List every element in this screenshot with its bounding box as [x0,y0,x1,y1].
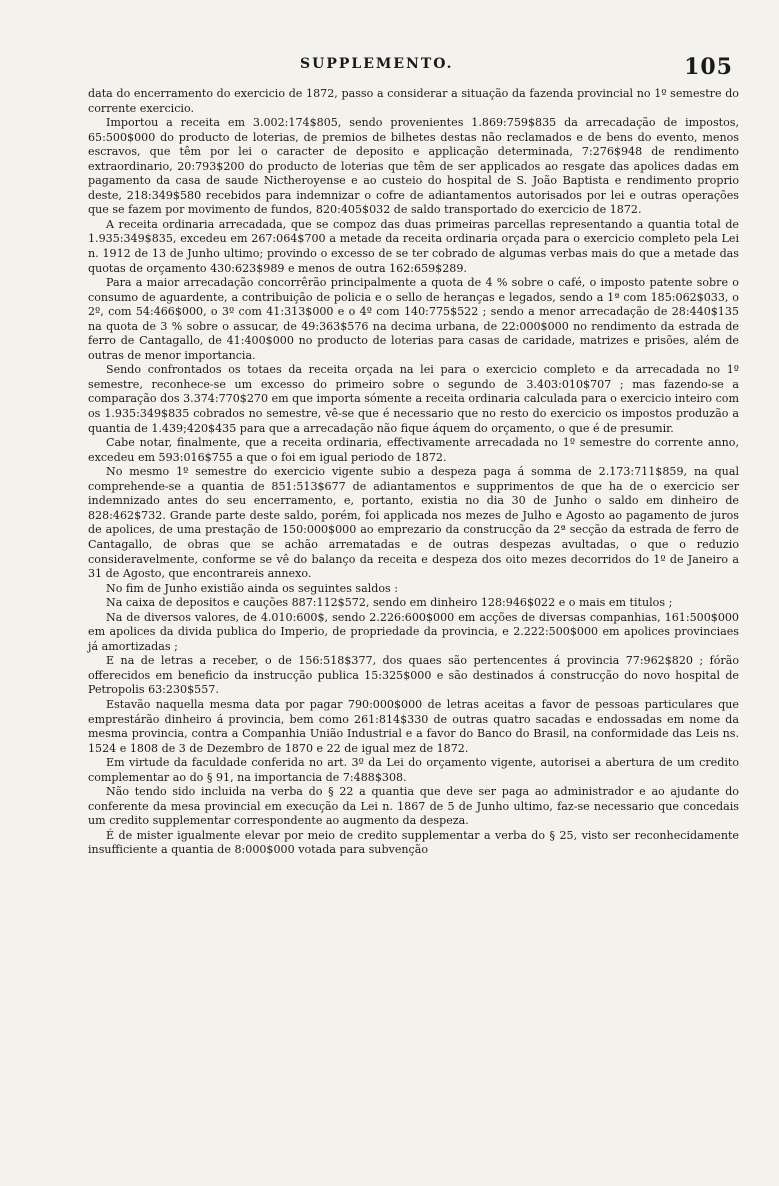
paragraph: É de mister igualmente elevar por meio de credito supplementar a verba do § 25, visto ser reconhecidamente insufficiente a quantia de 8:000$000 votada para subvenção [88,828,739,857]
paragraph: Para a maior arrecadação concorrêrão principalmente a quota de 4 % sobre o café, o imposto patente sobre o consumo de aguardente, a contribuição de policia e o sello de heranças e legados, sendo a 1ª com 185:062$033, o 2º, com 54:466$000, o 3º com 41:313$000 e o 4º com 140:775$522 ; sendo a menor arrecadação de 28:440$135 na quota de 3 % sobre o assucar, de 49:363$576 na decima urbana, de 22:000$000 no rendimento da estrada de ferro de Cantagallo, de 41:400$000 no producto de loterias para casas de caridade, matrizes e prisões, além de outras de menor importancia. [88,276,739,362]
page-number: 105 [684,54,733,80]
body-text [88,87,739,858]
page-header [88,56,739,86]
paragraph: Na de diversos valores, de 4.010:600$, sendo 2.226:600$000 em acções de diversas companhias, 161:500$000 em apolices da divida publica do Imperio, de propriedade da provincia, e 2.222:500$000 em apolices provinciaes já amortizadas ; [88,610,739,653]
paragraph: Na caixa de depositos e cauções 887:112$572, sendo em dinheiro 128:946$022 e o mais em titulos ; [106,596,673,610]
paragraph: Importou a receita em 3.002:174$805, sendo provenientes 1.869:759$835 da arrecadação de impostos, 65:500$000 do producto de loterias, de premios de bilhetes destas não reclamados e de bens do evento, menos escravos, que têm por lei o caracter de deposito e applicação determinada, 7:276$948 de rendimento extraordinario, 20:793$200 do producto de loterias que têm de ser applicados ao resgate das apolices dadas em pagamento da casa de saude Nictheroyense e ao custeio do hospital de S. João Baptista e rendimento proprio deste, 218:349$580 recebidos para indemnizar o cofre de adiantamentos autorisados por lei e outras operações que se fazem por movimento de fundos, 820:405$032 de saldo transportado do exercicio de 1872. [88,116,739,217]
running-title: SUPPLEMENTO. [300,56,454,72]
paragraph: No fim de Junho existião ainda os seguintes saldos : [106,581,399,595]
paragraph: Sendo confrontados os totaes da receita orçada na lei para o exercicio completo e da arrecadada no 1º semestre, reconhece-se um excesso do primeiro sobre o segundo de 3.403:010$707 ; mas fazendo-se a comparação dos 3.374:770$270 em que importa sómente a receita ordinaria calculada para o exercicio inteiro com os 1.935:349$835 cobrados no semestre, vê-se que é necessario que no resto do exercicio os impostos produzão a quantia de 1.439;420$435 para que a arrecadação não fique áquem do orçamento, o que é de presumir. [88,363,739,435]
paragraph: Em virtude da faculdade conferida no art. 3º da Lei do orçamento vigente, autorisei a abertura de um credito complementar ao do § 91, na importancia de 7:488$308. [88,756,739,784]
paragraph: Estavão naquella mesma data por pagar 790:000$000 de letras aceitas a favor de pessoas particulares que emprestárão dinheiro á provincia, bem como 261:814$330 de outras quatro sacadas e endossadas em nome da mesma provincia, contra a Companhia União Industrial e a favor do Banco do Brasil, na conformidade das Leis ns. 1524 e 1808 de 3 de Dezembro de 1870 e 22 de igual mez de 1872. [88,697,739,755]
paragraph: data do encerramento do exercicio de 1872, passo a considerar a situação da fazenda provincial no 1º semestre do corrente exercicio. [88,87,739,115]
paragraph: Não tendo sido incluida na verba do § 22 a quantia que deve ser paga ao administrador e ao ajudante do conferente da mesa provincial em execução da Lei n. 1867 de 5 de Junho ultimo, faz-se necessario que concedais um credito supplementar correspondente ao augmento da despeza. [88,785,739,828]
paragraph: No mesmo 1º semestre do exercicio vigente subio a despeza paga á somma de 2.173:711$859, na qual comprehende-se a quantia de 851:513$677 de adiantamentos e supprimentos de que ha de o exercicio ser indemnizado antes do seu encerramento, e, portanto, existia no dia 30 de Junho o saldo em dinheiro de 828:462$732. Grande parte deste saldo, porém, foi applicada nos mezes de Julho e Agosto ao pagamento de juros de apolices, de uma prestação de 150:000$000 ao emprezario da construcção da 2ª secção da estrada de ferro de Cantagallo, de obras que se achão arrematadas e de outras despezas avultadas, o que o reduzio consideravelmente, conforme se vê do balanço da receita e despeza dos oito mezes decorridos do 1º de Janeiro a 31 de Agosto, que encontrareis annexo. [88,465,739,581]
paragraph: E na de letras a receber, o de 156:518$377, dos quaes são pertencentes á provincia 77:962$820 ; fórão offerecidos em beneficio da instrucção publica 15:325$000 e são destinados á construcção do novo hospital de Petropolis 63:230$557. [88,654,739,697]
paragraph: A receita ordinaria arrecadada, que se compoz das duas primeiras parcellas representando a quantia total de 1.935:349$835, excedeu em 267:064$700 a metade da receita ordinaria orçada para o exercicio completo pela Lei n. 1912 de 13 de Junho ultimo; provindo o excesso de se ter cobrado de algumas verbas mais do que a metade das quotas de orçamento 430:623$989 e menos de outra 162:659$289. [88,217,739,275]
paragraph: Cabe notar, finalmente, que a receita ordinaria, effectivamente arrecadada no 1º semestre do corrente anno, excedeu em 593:016$755 a que o foi em igual periodo de 1872. [88,436,739,464]
